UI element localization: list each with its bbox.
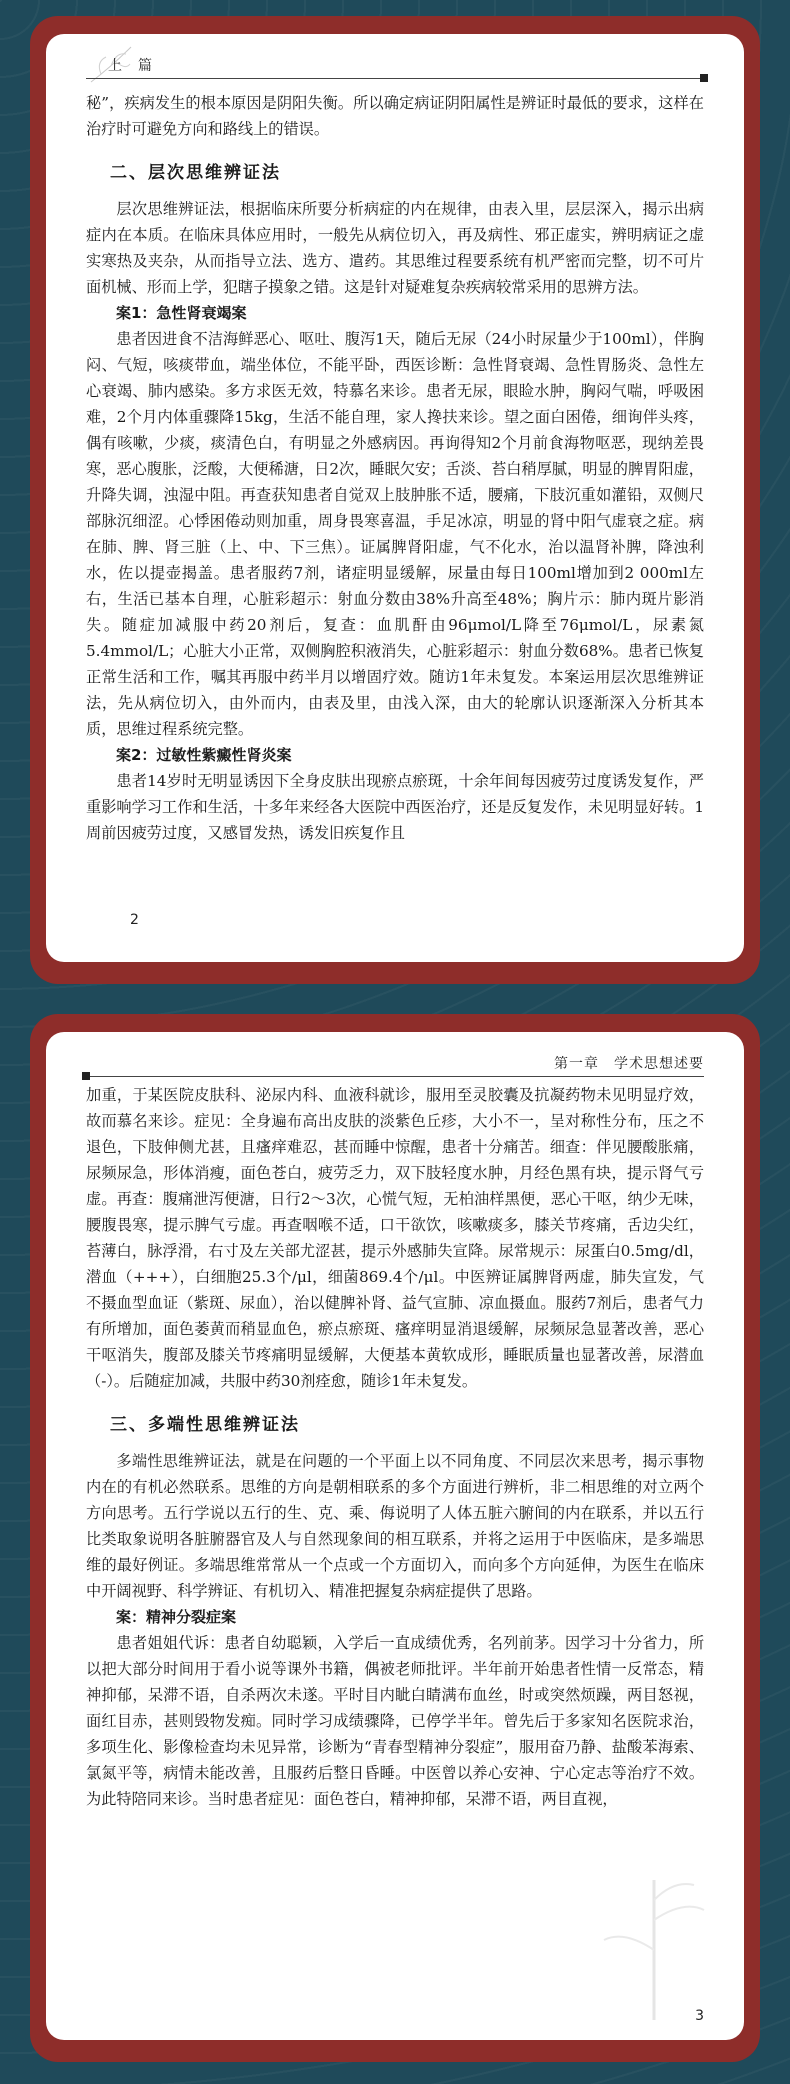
- page-body-1: [86, 90, 704, 846]
- paragraph: 加重，于某医院皮肤科、泌尿内科、血液科就诊，服用至灵胶囊及抗凝药物未见明显疗效，故而慕名来诊。症见：全身遍布高出皮肤的淡紫色丘疹，大小不一，呈对称性分布，压之不退色，下肢伸侧尤甚，且瘙痒难忍，甚而睡中惊醒，患者十分痛苦。细查：伴见腰酸胀痛，尿频尿急，形体消瘦，面色苍白，疲劳乏力，双下肢轻度水肿，月经色黑有块，提示肾气亏虚。再查：腹痛泄泻便溏，日行2～3次，心慌气短，无柏油样黑便，恶心干呕，纳少无味，腰腹畏寒，提示脾气亏虚。再查咽喉不适，口干欲饮，咳嗽痰多，膝关节疼痛，舌边尖红，苔薄白，脉浮滑，右寸及左关部尤涩甚，提示外感肺失宣降。尿常规示：尿蛋白0.5mg/dl，潜血（+++），白细胞25.3个/μl，细菌869.4个/μl。中医辨证属脾肾两虚，肺失宣发，气不摄血型血证（紫斑、尿血），治以健脾补肾、益气宣肺、凉血摄血。服药7剂后，患者气力有所增加，面色萎黄而稍显血色，瘀点瘀斑、瘙痒明显消退缓解，尿频尿急显著改善，恶心干呕消失，腹部及膝关节疼痛明显缓解，大便基本黄软成形，睡眠质量也显著改善，尿潜血（-）。后随症加减，共服中药30剂痊愈，随诊1年未复发。: [86, 1086, 704, 1390]
- bamboo-decoration-icon: [594, 1860, 714, 2020]
- header-square-icon: [700, 74, 708, 82]
- running-header: [86, 1054, 704, 1077]
- page-paper-1: [46, 34, 744, 962]
- header-label: 上 篇: [108, 58, 153, 74]
- paragraph: 多端性思维辨证法，就是在问题的一个平面上以不同角度、不同层次来思考，揭示事物内在的有机必然联系。思维的方向是朝相联系的多个方面进行辨析，非二相思维的对立两个方向思考。五行学说以五行的生、克、乘、侮说明了人体五脏六腑间的内在联系，并以五行比类取象说明各脏腑器官及人与自然现象间的相互联系，并将之运用于中医临床，是多端思维的最好例证。多端思维常常从一个点或一个方面切入，而向多个方向延伸，为医生在临床中开阔视野、科学辨证、有机切入、精准把握复杂病症提供了思路。: [86, 1452, 704, 1600]
- paragraph-intro: 秘”，疾病发生的根本原因是阴阳失衡。所以确定病证阴阳属性是辨证时最低的要求，这样在治疗时可避免方向和路线上的错误。: [86, 94, 704, 138]
- header-square-icon: [82, 1072, 90, 1080]
- page-paper-2: [46, 1032, 744, 2040]
- case-title: 案：精神分裂症案: [116, 1608, 237, 1626]
- case-title: 案1：急性肾衰竭案: [116, 304, 247, 322]
- paragraph: 患者因进食不洁海鲜恶心、呕吐、腹泻1天，随后无尿（24小时尿量少于100ml），伴胸闷、气短，咳痰带血，端坐体位，不能平卧，西医诊断：急性肾衰竭、急性胃肠炎、急性左心衰竭、肺内感染。多方求医无效，特慕名来诊。患者无尿，眼睑水肿，胸闷气喘，呼吸困难，2个月内体重骤降15kg，生活不能自理，家人搀扶来诊。望之面白困倦，细询伴头疼，偶有咳嗽，少痰，痰清色白，有明显之外感病因。再询得知2个月前食海物呕恶，现纳差畏寒，恶心腹胀，泛酸，大便稀溏，日2次，睡眠欠安；舌淡、苔白稍厚腻，明显的脾胃阳虚，升降失调，浊湿中阻。再查获知患者自觉双上肢肿胀不适，腰痛，下肢沉重如灌铅，双侧尺部脉沉细涩。心悸困倦动则加重，周身畏寒喜温，手足冰凉，明显的肾中阳气虚衰之症。病在肺、脾、肾三脏（上、中、下三焦）。证属脾肾阳虚，气不化水，治以温肾补脾，降浊利水，佐以提壶揭盖。患者服药7剂，诸症明显缓解，尿量由每日100ml增加到2 000ml左右，生活已基本自理，心脏彩超示：射血分数由38%升高至48%；胸片示：肺内斑片影消失。随症加减服中药20剂后，复查：血肌酐由96μmol/L降至76μmol/L，尿素氮5.4mmol/L；心脏大小正常，双侧胸腔积液消失，心脏彩超示：射血分数68%。患者已恢复正常生活和工作，嘱其再服中药半月以增固疗效。随访1年未复发。本案运用层次思维辨证法，先从病位切入，由外而内，由表及里，由浅入深，由大的轮廓认识逐渐深入分析其本质，思维过程系统完整。: [86, 330, 704, 738]
- running-header: [86, 56, 704, 79]
- page-number: 2: [130, 912, 139, 928]
- page-frame-2: [30, 1014, 760, 2062]
- page-frame-1: [30, 16, 760, 984]
- paragraph: 患者姐姐代诉：患者自幼聪颖，入学后一直成绩优秀，名列前茅。因学习十分省力，所以把大部分时间用于看小说等课外书籍，偶被老师批评。半年前开始患者性情一反常态，精神抑郁，呆滞不语，自杀两次未遂。平时目内眦白睛满布血丝，时或突然烦躁，两目怒视，面红目赤，甚则毁物发痴。同时学习成绩骤降，已停学半年。曾先后于多家知名医院求治，多项生化、影像检查均未见异常，诊断为“青春型精神分裂症”，服用奋乃静、盐酸苯海索、氯氮平等，病情未能改善，且服药后整日昏睡。中医曾以养心安神、宁心定志等治疗不效。为此特陪同来诊。当时患者症见：面色苍白，精神抑郁，呆滞不语，两目直视，: [86, 1634, 704, 1808]
- paragraph: 患者14岁时无明显诱因下全身皮肤出现瘀点瘀斑，十余年间每因疲劳过度诱发复作，严重影响学习工作和生活，十多年来经各大医院中西医治疗，还是反复发作，未见明显好转。1周前因疲劳过度，又感冒发热，诱发旧疾复作且: [86, 772, 704, 842]
- page-number: 3: [695, 2008, 704, 2024]
- case-title: 案2：过敏性紫癜性肾炎案: [116, 746, 292, 764]
- section-title: 三、多端性思维辨证法: [110, 1415, 300, 1435]
- section-title: 二、层次思维辨证法: [110, 163, 281, 183]
- header-label: 第一章 学术思想述要: [554, 1056, 704, 1072]
- page-body-2: [86, 1082, 704, 1812]
- paragraph: 层次思维辨证法，根据临床所要分析病症的内在规律，由表入里，层层深入，揭示出病症内在本质。在临床具体应用时，一般先从病位切入，再及病性、邪正虚实，辨明病证之虚实寒热及夹杂，从而指导立法、选方、遣药。其思维过程要系统有机严密而完整，切不可片面机械、形而上学，犯瞎子摸象之错。这是针对疑难复杂疾病较常采用的思辨方法。: [86, 200, 704, 296]
